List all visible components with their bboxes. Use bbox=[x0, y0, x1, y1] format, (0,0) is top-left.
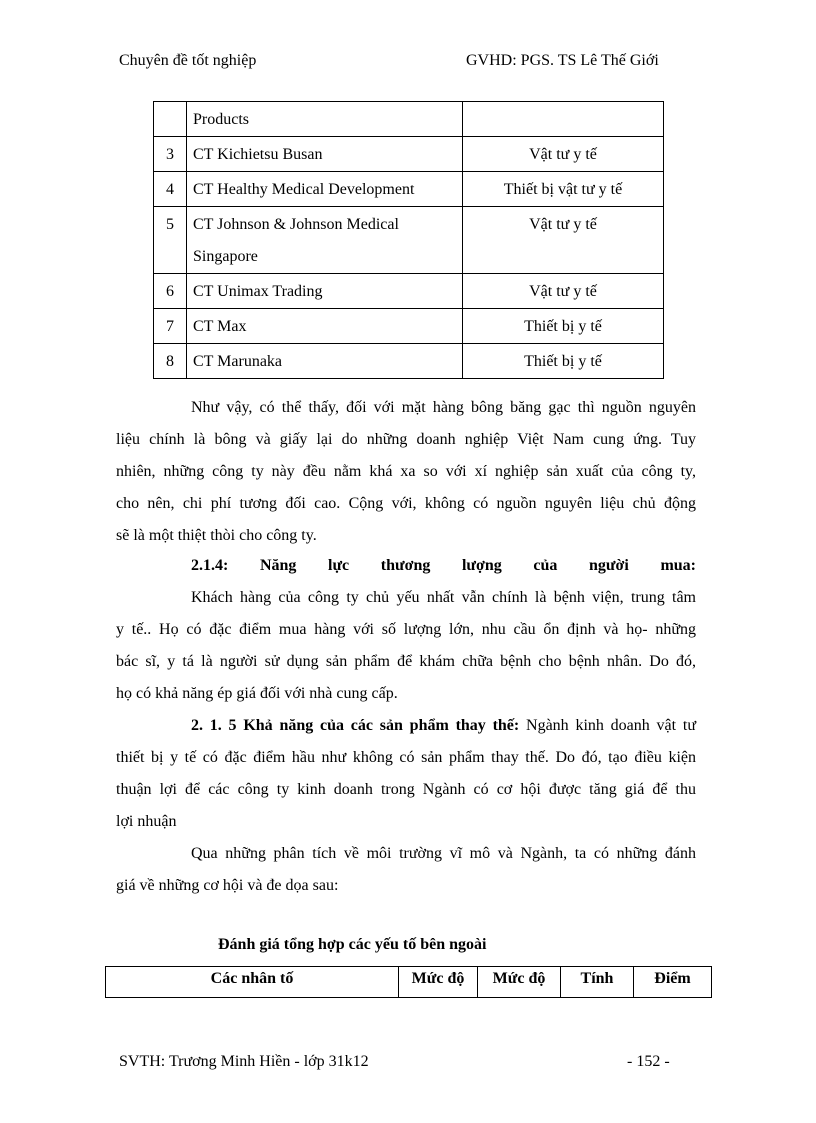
product-category: Vật tư y tế bbox=[463, 137, 664, 172]
paragraph-line: họ có khả năng ép giá đối với nhà cung cấp. bbox=[116, 685, 398, 702]
row-number bbox=[154, 102, 187, 137]
column-header: Mức độ bbox=[478, 967, 561, 998]
table-row bbox=[154, 207, 664, 274]
paragraph-line: liệu chính là bông và giấy lại do những doanh nghiệp Việt Nam cung ứng. Tuy bbox=[116, 431, 696, 448]
paragraph-line: y tế.. Họ có đặc điểm mua hàng với số lượng lớn, nhu cầu ổn định và họ- những bbox=[116, 621, 696, 638]
product-category: Thiết bị vật tư y tế bbox=[463, 172, 664, 207]
table-header-row bbox=[106, 967, 712, 998]
header-left: Chuyên đề tốt nghiệp bbox=[119, 52, 257, 69]
table-row bbox=[154, 137, 664, 172]
column-header: Mức độ bbox=[399, 967, 478, 998]
paragraph-summary bbox=[116, 838, 696, 902]
heading-continuation: Ngành kinh doanh vật tư bbox=[519, 717, 696, 734]
paragraph-line: thuận lợi để các công ty kinh doanh trong Ngành có cơ hội được tăng giá để thu bbox=[116, 781, 696, 798]
supplier-table bbox=[153, 101, 664, 379]
factor-table bbox=[105, 966, 712, 998]
section-heading: 2.1.4: Năng lực thương lượng của người mua: bbox=[191, 557, 696, 574]
table-row bbox=[154, 274, 664, 309]
product-category: Thiết bị y tế bbox=[463, 309, 664, 344]
column-header: Điểm bbox=[634, 967, 712, 998]
row-number: 5 bbox=[154, 207, 187, 274]
column-header: Các nhân tố bbox=[106, 967, 399, 998]
section-substitutes bbox=[116, 710, 696, 838]
page-number: - 152 - bbox=[627, 1053, 670, 1070]
footer-left: SVTH: Trương Minh Hiền - lớp 31k12 bbox=[119, 1053, 369, 1070]
paragraph-line: cho nên, chi phí tương đối cao. Cộng với, không có nguồn nguyên liệu chủ động bbox=[116, 495, 696, 512]
table-row bbox=[154, 172, 664, 207]
company-name: CT Unimax Trading bbox=[187, 274, 463, 309]
section-heading: 2. 1. 5 Khả năng của các sản phẩm thay thế: bbox=[191, 717, 520, 734]
table-row bbox=[154, 309, 664, 344]
section-buyer-power bbox=[116, 550, 696, 710]
paragraph-line: sẽ là một thiệt thòi cho công ty. bbox=[116, 527, 317, 544]
table-row bbox=[154, 102, 664, 137]
row-number: 3 bbox=[154, 137, 187, 172]
row-number: 6 bbox=[154, 274, 187, 309]
row-number: 7 bbox=[154, 309, 187, 344]
paragraph-line: nhiên, những công ty này đều nằm khá xa so với xí nghiệp sản xuất của công ty, bbox=[116, 463, 696, 480]
header-right: GVHD: PGS. TS Lê Thế Giới bbox=[466, 52, 659, 69]
table-caption: Đánh giá tổng hợp các yếu tố bên ngoài bbox=[218, 936, 487, 953]
company-name: CT Marunaka bbox=[187, 344, 463, 379]
paragraph-line: bác sĩ, y tá là người sử dụng sản phẩm để khám chữa bệnh cho bệnh nhân. Do đó, bbox=[116, 653, 696, 670]
company-name: CT Kichietsu Busan bbox=[187, 137, 463, 172]
company-name: CT Max bbox=[187, 309, 463, 344]
company-name: CT Johnson & Johnson Medical Singapore bbox=[187, 207, 463, 274]
row-number: 8 bbox=[154, 344, 187, 379]
paragraph-line: giá về những cơ hội và đe dọa sau: bbox=[116, 877, 339, 894]
product-category: Vật tư y tế bbox=[463, 274, 664, 309]
product-category: Vật tư y tế bbox=[463, 207, 664, 274]
product-category: Thiết bị y tế bbox=[463, 344, 664, 379]
paragraph-line bbox=[116, 710, 696, 742]
company-name: Products bbox=[187, 102, 463, 137]
product-category bbox=[463, 102, 664, 137]
paragraph-line: Qua những phân tích về môi trường vĩ mô và Ngành, ta có những đánh bbox=[191, 845, 696, 862]
paragraph-line: lợi nhuận bbox=[116, 813, 177, 830]
table-row bbox=[154, 344, 664, 379]
paragraph-raw-materials bbox=[116, 392, 696, 552]
company-name: CT Healthy Medical Development bbox=[187, 172, 463, 207]
column-header: Tính bbox=[561, 967, 634, 998]
paragraph-line: thiết bị y tế có đặc điểm hầu như không có sản phẩm thay thế. Do đó, tạo điều kiện bbox=[116, 749, 696, 766]
paragraph-line: Khách hàng của công ty chủ yếu nhất vẫn chính là bệnh viện, trung tâm bbox=[191, 589, 696, 606]
row-number: 4 bbox=[154, 172, 187, 207]
paragraph-line: Như vậy, có thể thấy, đối với mặt hàng bông băng gạc thì nguồn nguyên bbox=[191, 399, 696, 416]
